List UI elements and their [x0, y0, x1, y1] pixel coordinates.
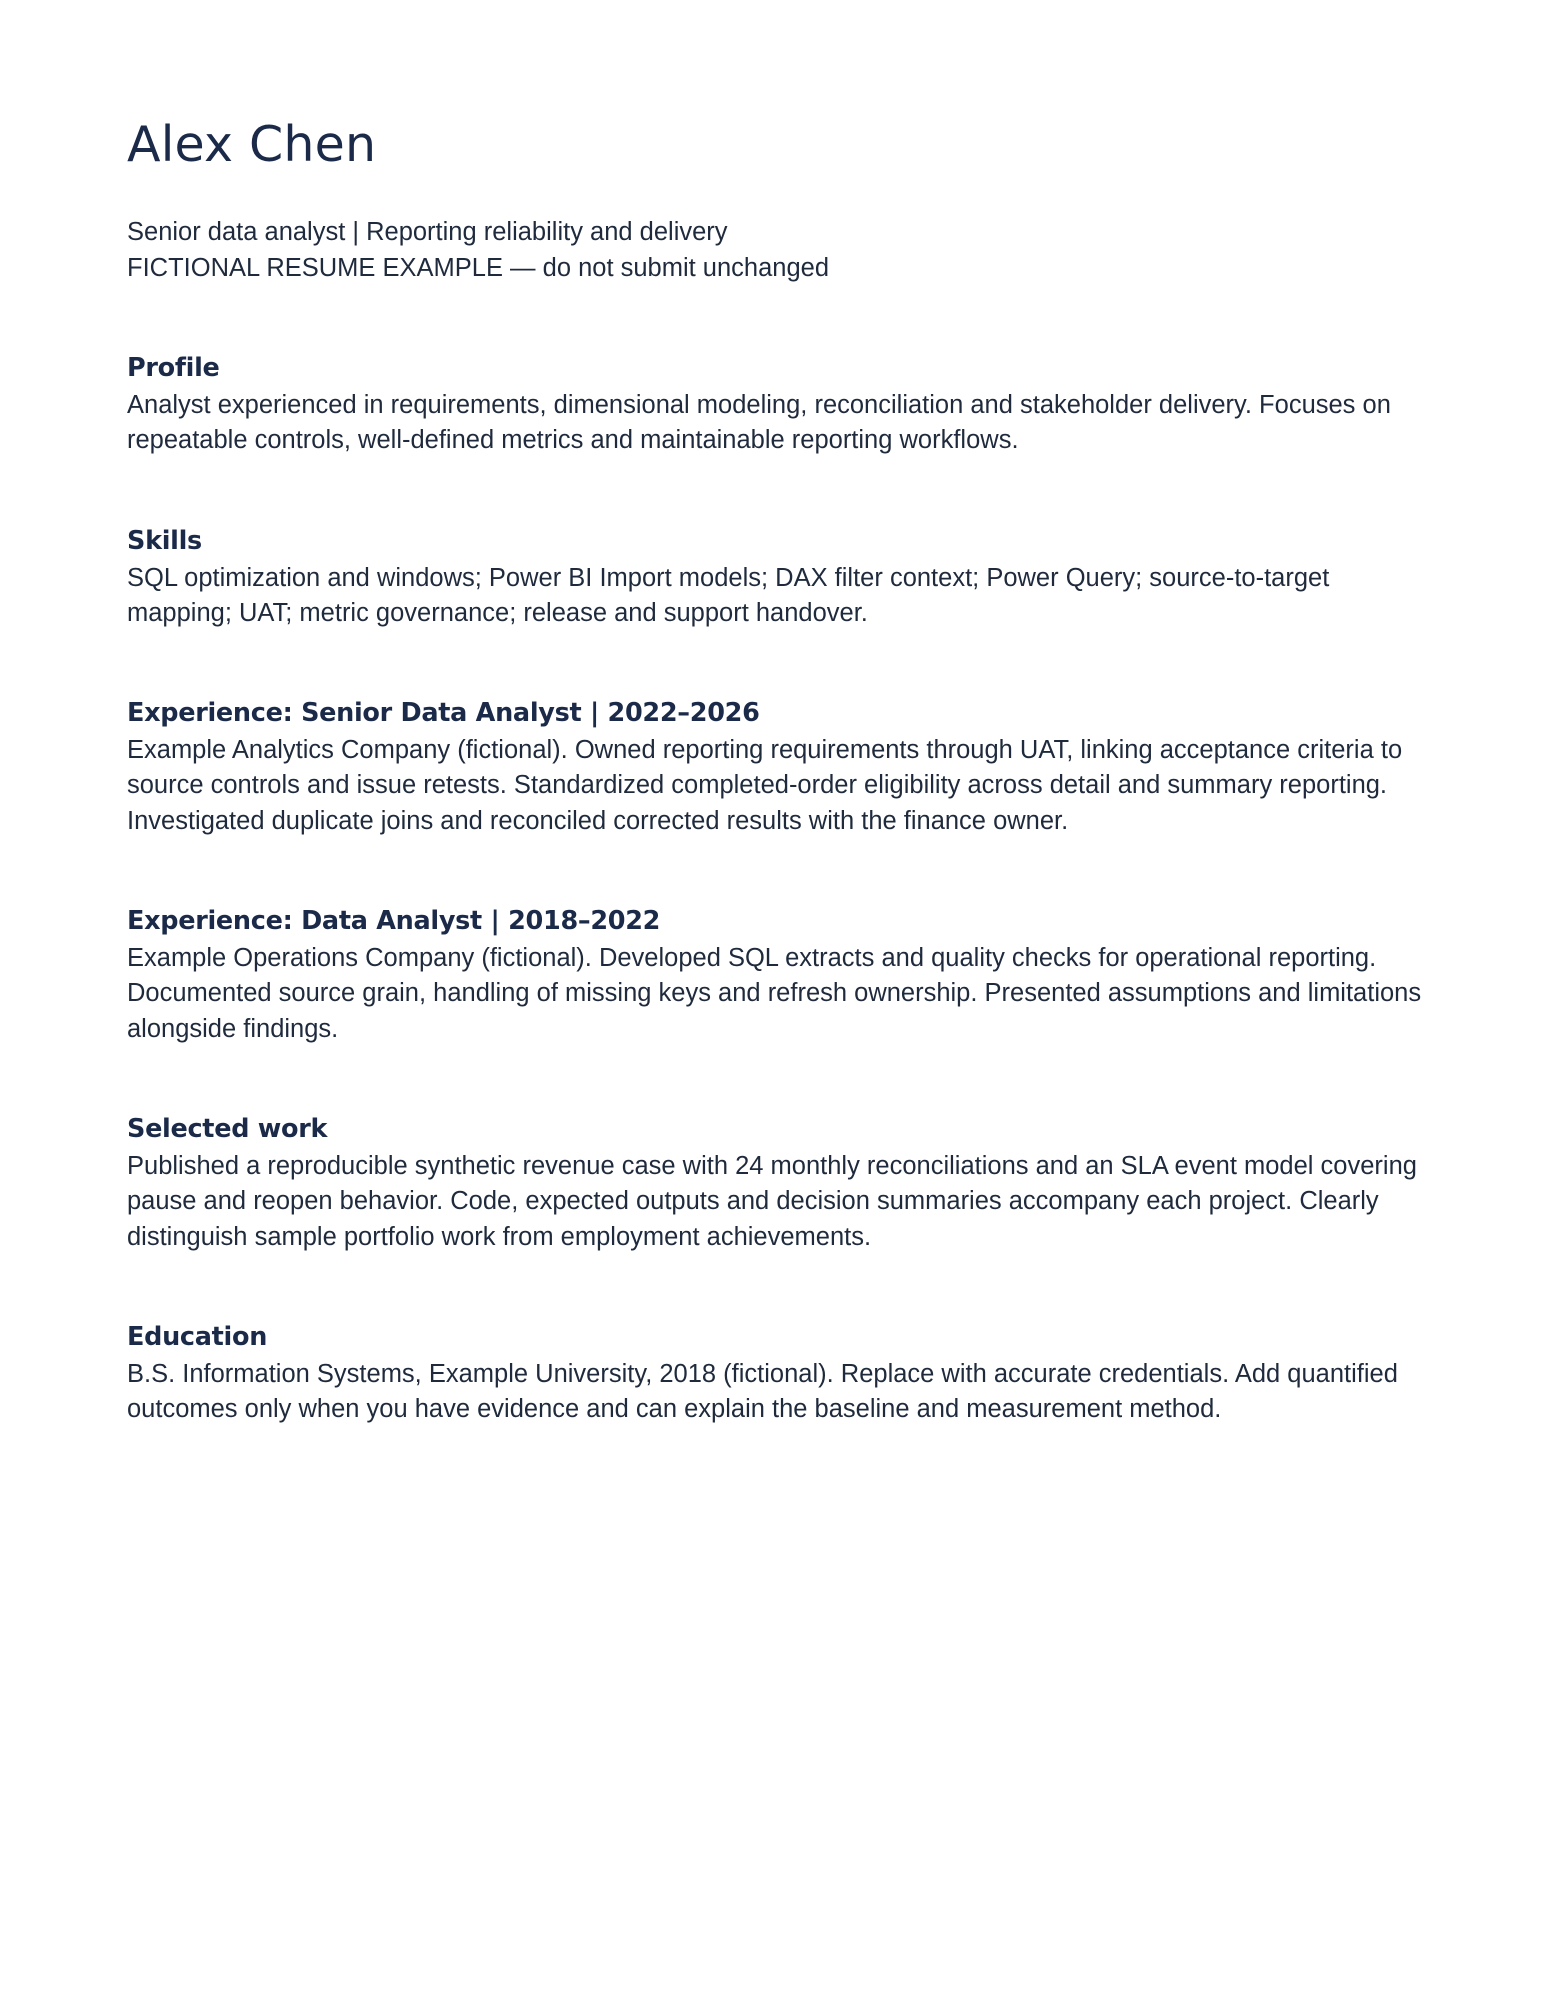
section-heading: Selected work — [127, 1113, 328, 1144]
section-heading: Profile — [127, 353, 220, 383]
header-subtitle — [127, 214, 1427, 286]
candidate-name: Alex Chen — [127, 116, 377, 173]
section-heading: Education — [127, 1321, 268, 1352]
section-profile — [127, 351, 1427, 459]
section-body: SQL optimization and windows; Power BI Import models; DAX filter context; Power Query; source-to-target mapping; UAT; metric governance; release and support handover. — [127, 563, 1330, 627]
section-heading: Skills — [127, 525, 202, 556]
section-experience-senior — [127, 696, 1427, 839]
section-skills — [127, 524, 1427, 632]
section-education — [127, 1320, 1427, 1428]
section-experience-analyst — [127, 904, 1427, 1047]
section-body: B.S. Information Systems, Example University, 2018 (fictional). Replace with accurate credentials. Add quantified outcomes only when you have evidence and can explain the baseline and measurement method. — [127, 1359, 1398, 1424]
section-selected-work — [127, 1112, 1427, 1255]
section-body: Published a reproducible synthetic revenue case with 24 monthly reconciliations and an SLA event model covering pause and reopen behavior. Code, expected outputs and decision summaries accompany each project. Clearly distinguish sample portfolio work from employment achievements. — [127, 1151, 1417, 1251]
section-body: Analyst experienced in requirements, dimensional modeling, reconciliation and stakeholder delivery. Focuses on repeatable controls, well-defined metrics and maintainable reporting workflows. — [127, 391, 1391, 455]
section-body: Example Analytics Company (fictional). Owned reporting requirements through UAT, linking acceptance criteria to source controls and issue retests. Standardized completed-order eligibility across detail and summary reporting. Investigated duplicate joins and reconciled corrected results with the finance owner. — [127, 736, 1403, 835]
fictional-notice: FICTIONAL RESUME EXAMPLE — do not submit unchanged — [127, 254, 830, 282]
section-heading: Experience: Data Analyst | 2018–2022 — [127, 906, 661, 937]
tagline: Senior data analyst | Reporting reliability and delivery — [127, 218, 728, 246]
section-heading: Experience: Senior Data Analyst | 2022–2026 — [127, 698, 760, 729]
section-body: Example Operations Company (fictional). Developed SQL extracts and quality checks for operational reporting. Documented source grain, handling of missing keys and refresh ownership. Presented assumptions and limitations alongside findings. — [127, 944, 1422, 1043]
resume-content — [127, 112, 1427, 1427]
